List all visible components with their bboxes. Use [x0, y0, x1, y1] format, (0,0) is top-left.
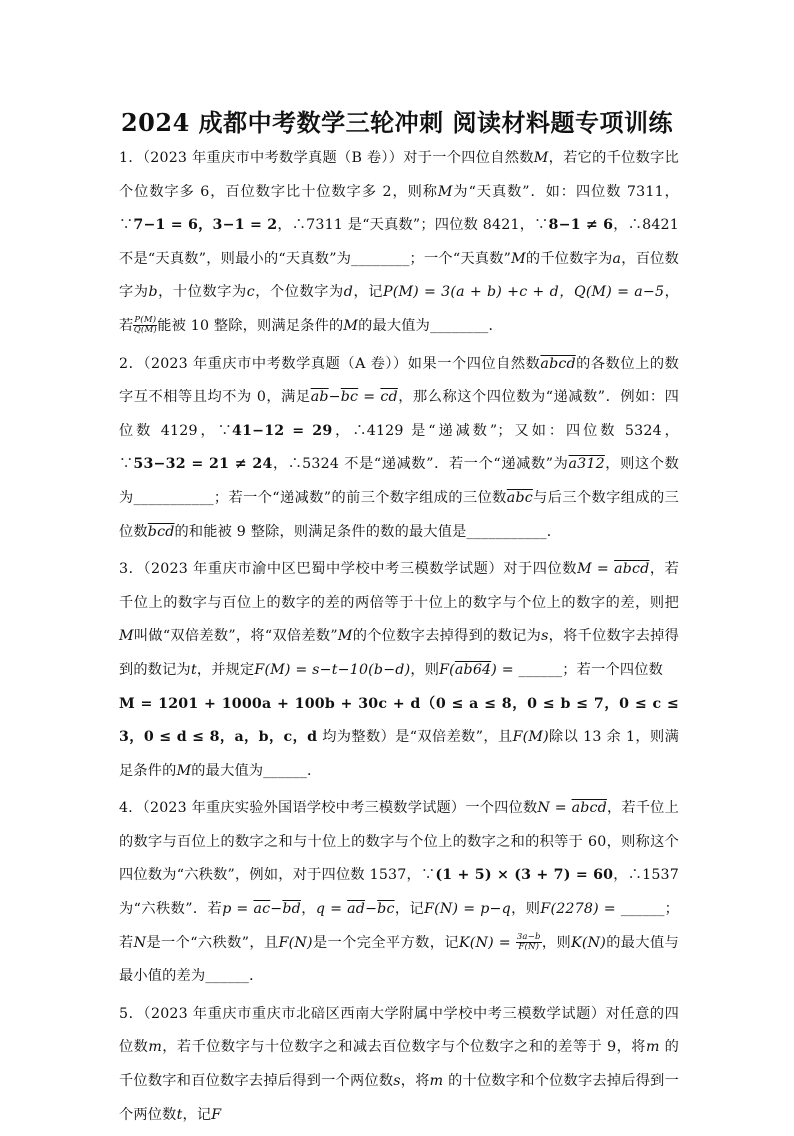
text: 的各数位上的数字互不相等且均不为 0，满足 — [119, 355, 679, 406]
problem-number: 3． — [119, 561, 144, 578]
math-expr: 41−12 = 29 — [232, 422, 333, 439]
text: 对于一个四位自然数 — [403, 150, 534, 166]
text: ，若千位数字与十位数字之和减去百位数字与个位数字之和的差等于 9，将 — [161, 1039, 646, 1056]
problem-number: 1． — [119, 150, 143, 166]
text: ，并规定 — [196, 661, 255, 678]
math-var: M — [337, 628, 353, 645]
text: ． — [249, 968, 264, 985]
text: ，则这个数为 — [119, 456, 679, 506]
fraction-denominator: Q(M) — [133, 325, 157, 336]
math-var: d — [343, 284, 354, 301]
text: 是一个完全平方数，记 — [312, 934, 459, 951]
text: 的十位数字和个位数字去掉后得到一个两位数 — [119, 1073, 679, 1123]
math-expr: K(N) — [571, 934, 606, 951]
text: ，∴4129 是“递减数”；又如：四位数 5324，∵ — [119, 422, 679, 473]
math-expr: M = — [577, 561, 615, 578]
text: − — [365, 901, 378, 918]
overline-number: $\overline{bcd}$ — [147, 523, 175, 540]
math-var: m — [429, 1073, 444, 1090]
page-title: 2024 成都中考数学三轮冲刺 阅读材料题专项训练 — [120, 108, 673, 137]
text: 是一个“六秩数”，且 — [146, 934, 279, 951]
text: − — [328, 389, 341, 406]
overline-number: $\overline{bc}$ — [340, 389, 359, 406]
math-var: t — [190, 661, 197, 678]
problem-3 — [119, 553, 679, 788]
text: 的千位数字和百位数字去掉后得到一个两位数 — [119, 1039, 679, 1090]
overline-number: $\overline{ad}$ — [347, 901, 366, 918]
overline-number: $\overline{ab}$ — [310, 389, 329, 406]
math-expr: p = — [222, 901, 254, 918]
text: = — [358, 389, 381, 406]
answer-blank: ______ — [205, 968, 250, 985]
text: 除以 13 余 1，则满足条件的 — [119, 729, 679, 779]
problem-2 — [119, 348, 679, 550]
answer-blank: ___________ — [466, 523, 547, 540]
text: ． — [488, 317, 503, 334]
text: ，∴8421 不是“天真数”，则最小的“天真数”为 — [119, 217, 680, 267]
text: ，则 — [410, 661, 440, 678]
math-expr: M = 1201 + 1000a + 100b + 30c + d（0 ≤ a ≤ 8，0 ≤ b ≤ 7，0 ≤ c ≤ 3，0 ≤ d ≤ 8，a，b，c，d — [119, 695, 679, 746]
math-var: M — [511, 250, 526, 267]
text: 一个四位数 — [465, 800, 538, 817]
text: ，则 — [541, 934, 572, 951]
problem-number: 2． — [119, 355, 144, 372]
text: ，十位数字为 — [157, 284, 247, 301]
answer-blank: ______ — [620, 901, 665, 918]
text: ，∴1537 为“六秩数”．若 — [119, 867, 679, 918]
math-expr: ) = — [491, 661, 519, 678]
answer-blank: ______ — [263, 762, 308, 779]
problem-source: （2023 年重庆市中考数学真题（B 卷）） — [142, 150, 404, 166]
text: ，若它的千位数字比个位数字多 6，百位数字比十位数字多 2，则称 — [119, 150, 679, 200]
text: 的最大值与最小值的差为 — [119, 934, 679, 985]
math-var: M — [119, 628, 134, 645]
math-var: c — [246, 284, 255, 301]
text: ，记 — [182, 1106, 212, 1123]
text: 的最大值为 — [191, 762, 264, 779]
fraction — [516, 933, 542, 952]
fraction-numerator: P(M) — [134, 315, 157, 326]
math-expr: F(M) = s−t−10(b−d) — [254, 661, 411, 678]
problem-number: 5． — [119, 1005, 144, 1022]
overline-number: $\overline{cd}$ — [380, 389, 398, 406]
overline-number: abcd — [614, 561, 650, 578]
problem-source: （2023 年重庆实验外国语学校中考三模数学试题） — [142, 800, 466, 817]
overline-number: a312 — [568, 456, 605, 473]
fraction — [133, 316, 157, 335]
text: 如果一个四位自然数 — [407, 355, 541, 372]
text: ，百位数字为 — [119, 250, 679, 301]
math-var: M — [437, 183, 453, 200]
text: ，记 — [353, 284, 383, 301]
text: 能被 10 整除，则满足条件的 — [157, 317, 344, 334]
text: 对于四位数 — [503, 561, 578, 578]
problem-source: （2023 年重庆市中考数学真题（A 卷）） — [143, 355, 408, 372]
text: ，∴7311 是“天真数”；四位数 8421，∵ — [277, 217, 549, 234]
text: ；若 — [119, 901, 679, 951]
problem-5 — [119, 998, 679, 1132]
overline-number: abcd — [540, 355, 576, 372]
text: ，若 — [119, 284, 680, 334]
text: ，记 — [394, 901, 425, 918]
math-var: t — [176, 1106, 183, 1123]
text: 的和能被 9 整除，则满足条件的数的最大值是 — [174, 523, 467, 540]
text: ，∴5324 不是“递减数”．若一个“递减数”为 — [272, 456, 569, 473]
text: ， — [300, 901, 316, 918]
math-var: F — [211, 1106, 222, 1123]
fraction-denominator: F(N) — [518, 942, 540, 953]
math-expr: F(N) — [278, 934, 313, 951]
text: − — [270, 901, 283, 918]
text: ；若一个四位数 — [562, 661, 664, 678]
math-expr: N = — [537, 800, 572, 817]
problem-list — [119, 142, 679, 1136]
text: 与后三个数字组成的三位数 — [119, 489, 679, 540]
text: ，则 — [510, 901, 541, 918]
math-var: N — [133, 934, 147, 951]
overline-number: $\overline{bc}$ — [377, 901, 395, 918]
overline-number: ab64 — [454, 661, 492, 678]
problem-4 — [119, 792, 679, 994]
text: 为“天真数”．如：四位数 7311，∵ — [119, 183, 679, 234]
problem-number: 4． — [119, 800, 143, 817]
overline-number: $\overline{abc}$ — [506, 489, 533, 506]
text: 的个位数字去掉得到的数记为 — [352, 628, 542, 645]
math-expr: 53−32 = 21 ≠ 24 — [133, 456, 273, 473]
math-expr: 8−1 ≠ 6 — [548, 217, 614, 234]
math-expr: q = — [315, 901, 348, 918]
text: ；一个“天真数” — [409, 250, 512, 267]
math-var: b — [148, 284, 158, 301]
math-expr: F(2278) = — [540, 901, 621, 918]
text: ；若一个“递减数”的前三个数字组成的三位数 — [213, 489, 507, 506]
math-expr: K(N) = — [459, 934, 516, 951]
text: ，那么称这个四位数为“递减数”．例如：四位数 4129，∵ — [119, 389, 679, 439]
math-var: M — [176, 762, 192, 779]
math-expr: F(M) — [512, 729, 549, 746]
text: ，若千位上的数字与百位上的数字的差的两倍等于十位上的数字与个位上的数字的差，则把 — [119, 561, 679, 611]
text: 对任意的四位数 — [119, 1005, 679, 1056]
overline-number: abcd — [571, 800, 607, 817]
answer-blank: ___________ — [133, 489, 214, 506]
text: 的最大值为 — [358, 317, 431, 334]
overline-number: $\overline{bd}$ — [282, 901, 301, 918]
answer-blank: ________ — [430, 317, 489, 334]
text: ，个位数字为 — [254, 284, 344, 301]
problem-1 — [119, 142, 679, 344]
answer-blank: ________ — [351, 250, 410, 267]
math-var: s — [541, 628, 549, 645]
problem-source: （2023 年重庆市渝中区巴蜀中学校中考三模数学试题） — [143, 561, 504, 578]
answer-blank: ______ — [518, 661, 563, 678]
math-var: m — [148, 1039, 162, 1056]
math-expr: 7−1 = 6，3−1 = 2 — [133, 217, 278, 234]
math-expr: (1 + 5) × (3 + 7) = 60 — [435, 867, 614, 884]
math-var: M — [533, 150, 549, 166]
text: 的千位数字为 — [525, 250, 613, 267]
math-expr: F(N) = p−q — [424, 901, 511, 918]
text: ，将 — [400, 1073, 430, 1090]
text: 叫做“双倍差数”，将“双倍差数” — [133, 628, 338, 645]
math-expr: P(M) = 3(a + b) +c + d，Q(M) = a−5 — [382, 284, 665, 301]
text: ，若千位上的数字与百位上的数字之和与十位上的数字与个位上的数字之和的积等于 60，则称这个四位数为“六秩数”，例如，对于四位数 1537，∵ — [119, 800, 679, 884]
math-var: M — [343, 317, 359, 334]
math-var: s — [393, 1073, 401, 1090]
math-var: m — [645, 1039, 660, 1056]
text: 均为整数）是“双倍差数”，且 — [317, 729, 513, 746]
overline-number: $\overline{ac}$ — [253, 901, 271, 918]
text: ，将千位数字去掉得到的数记为 — [119, 628, 679, 678]
math-var: a — [612, 250, 622, 267]
fraction-numerator: 3a−b — [516, 932, 541, 943]
text: ． — [307, 762, 322, 779]
problem-source: （2023 年重庆市重庆市北碚区西南大学附属中学校中考三模数学试题） — [143, 1005, 606, 1022]
math-expr: F( — [439, 661, 455, 678]
text: ． — [546, 523, 562, 540]
